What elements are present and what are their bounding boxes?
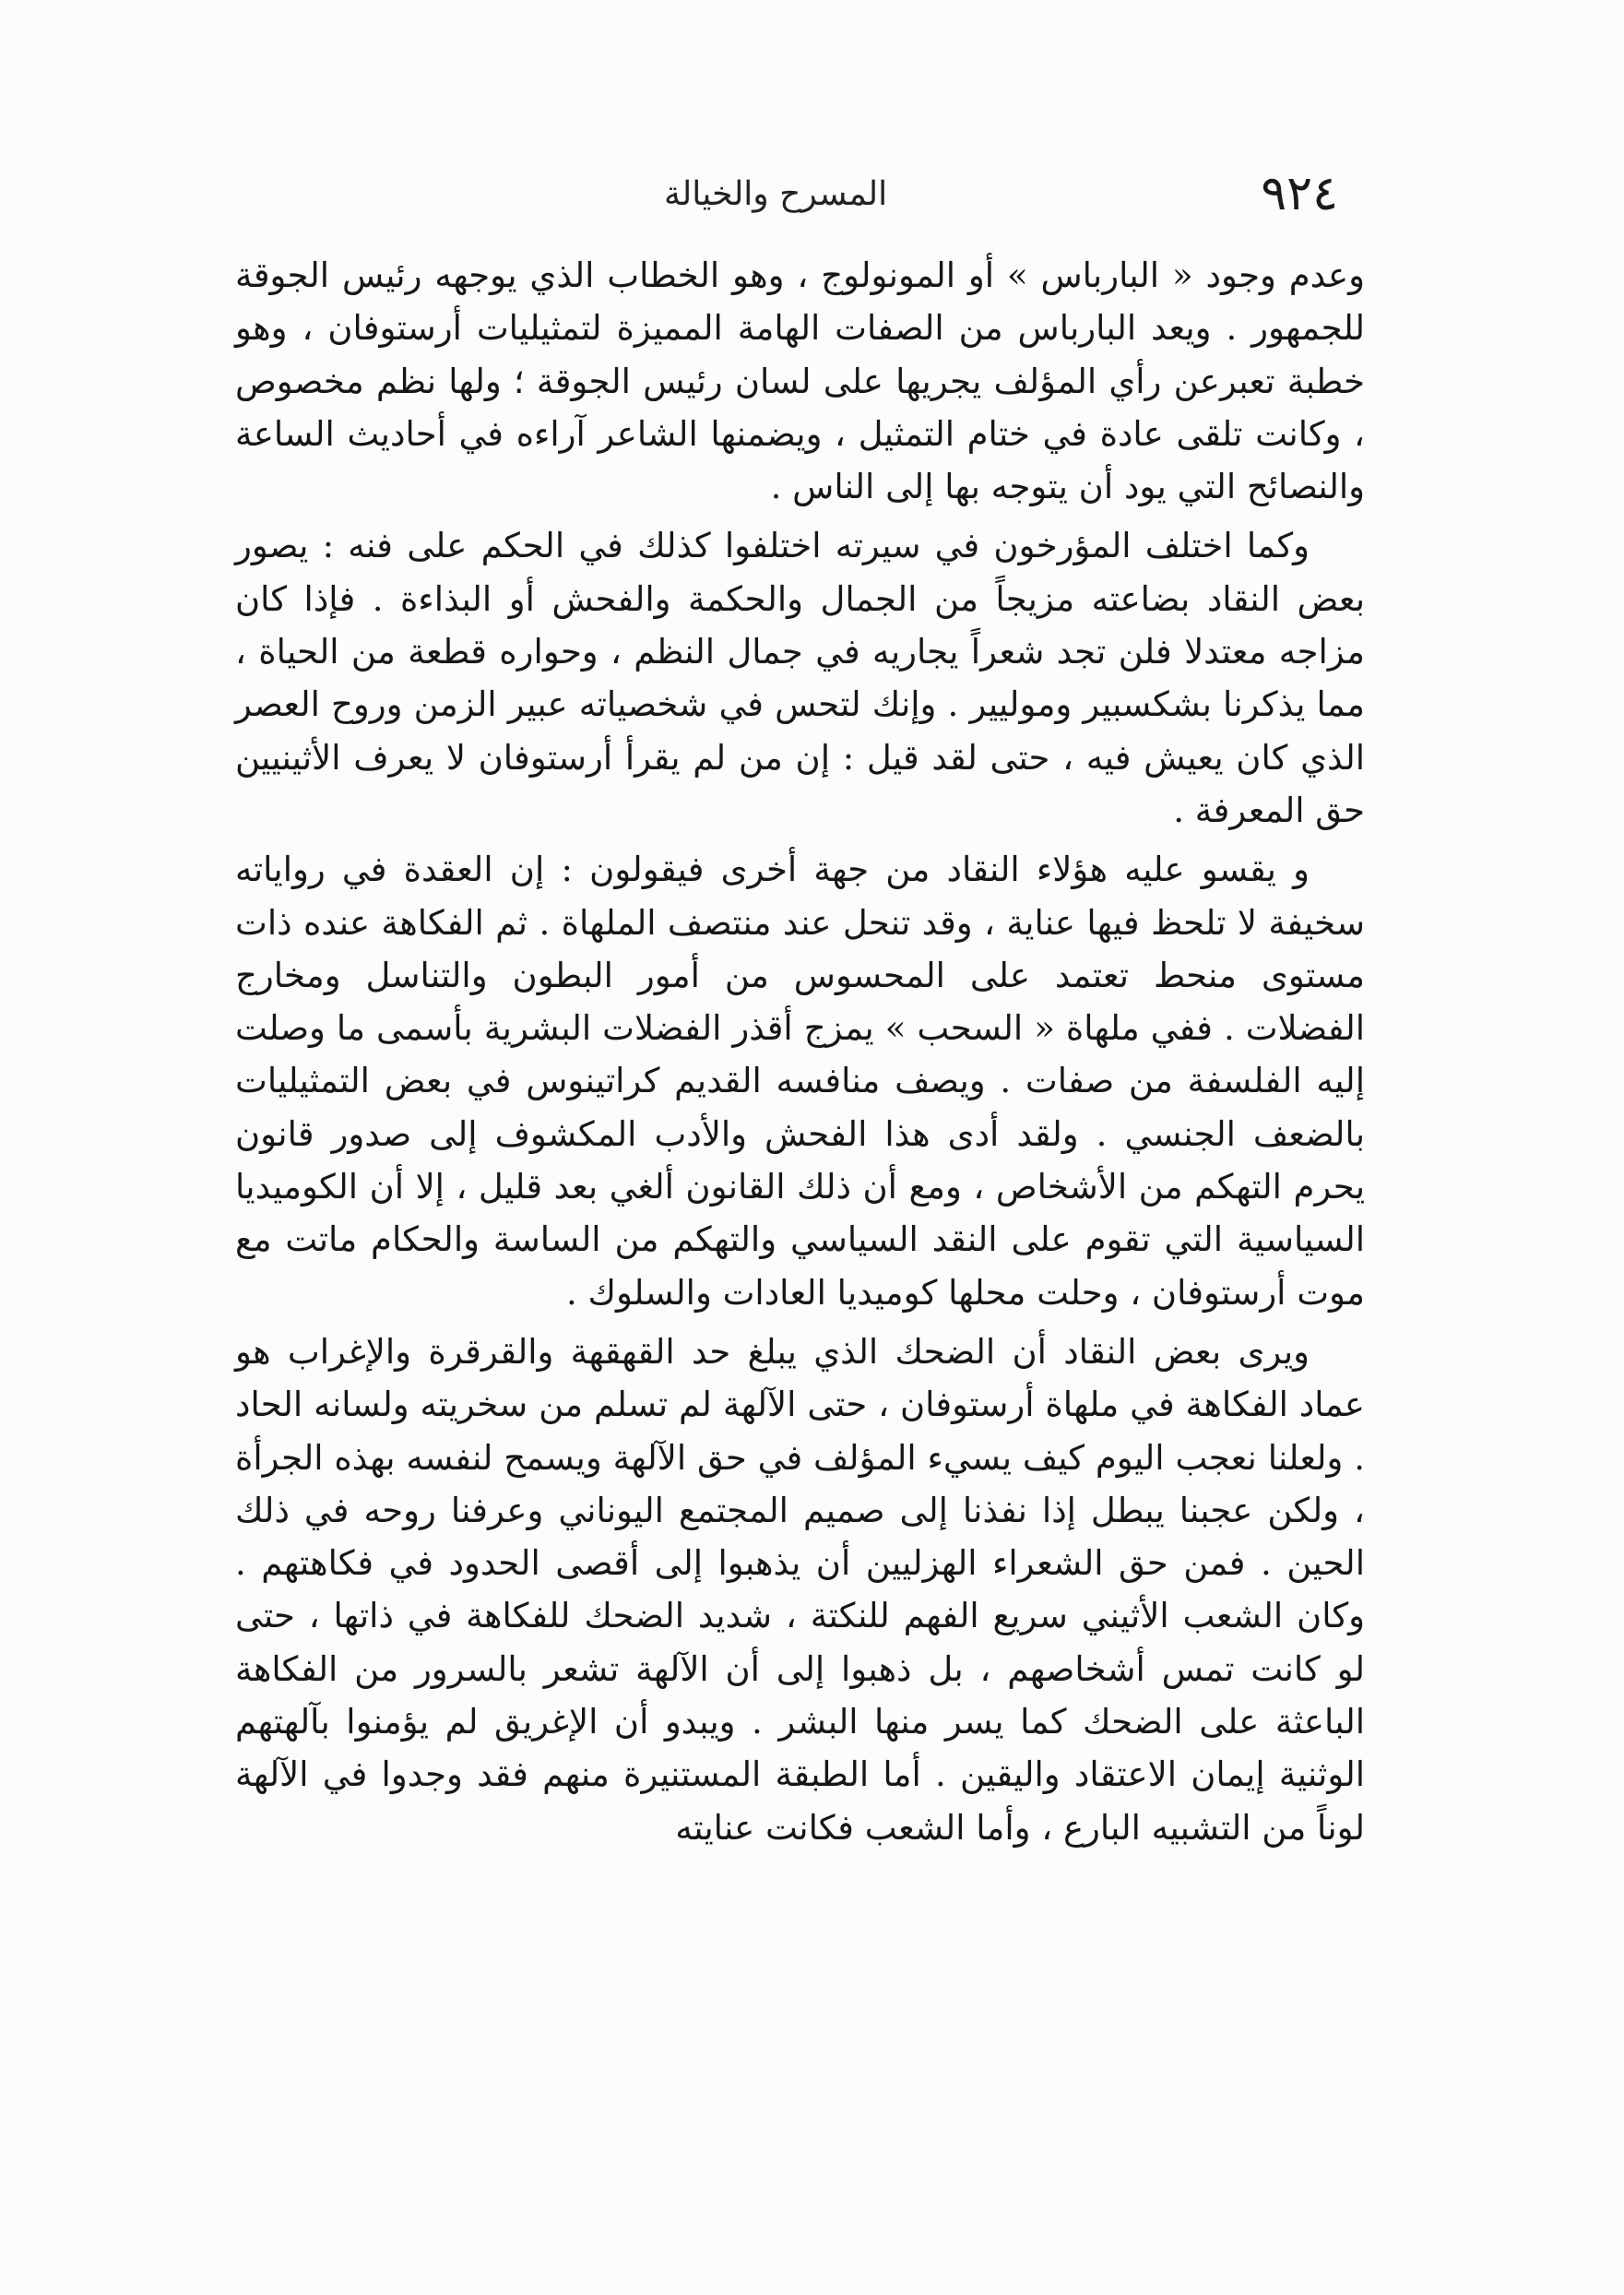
paragraph: وعدم وجود « البارباس » أو المونولوج ، وهو الخطاب الذي يوجهه رئيس الجوقة للجمهور . ويعد البارباس من الصفات الهامة المميزة لتمثيليات أرستوفان ، وهو خطبة تعبرعن رأي المؤلف يجريها على لسان رئيس الجوقة ؛ ولها نظم مخصوص ، وكانت تلقى عادة في ختام التمثيل ، ويضمنها الشاعر آراءه في أحاديث الساعة والنصائح التي يود أن يتوجه بها إلى الناس .	[235, 256, 1365, 507]
paragraph: و يقسو عليه هؤلاء النقاد من جهة أخرى فيقولون : إن العقدة في رواياته سخيفة لا تلحظ فيها عناية ، وقد تنحل عند منتصف الملهاة . ثم الفكاهة عنده ذات مستوى منحط تعتمد على المحسوس من أمور البطون والتناسل ومخارج الفضلات . ففي ملهاة « السحب » يمزج أقذر الفضلات البشرية بأسمى ما وصلت إليه الفلسفة من صفات . ويصف منافسه القديم كراتينوس في بعض التمثيليات بالضعف الجنسي . ولقد أدى هذا الفحش والأدب المكشوف إلى صدور قانون يحرم التهكم من الأشخاص ، ومع أن ذلك القانون ألغي بعد قليل ، إلا أن الكوميديا السياسية التي تقوم على النقد السياسي والتهكم من الساسة والحكام ماتت مع موت أرستوفان ، وحلت محلها كوميديا العادات والسلوك .	[235, 850, 1365, 1313]
page-header	[664, 157, 1338, 231]
paragraph: ويرى بعض النقاد أن الضحك الذي يبلغ حد القهقهة والقرقرة والإغراب هو عماد الفكاهة في ملهاة أرستوفان ، حتى الآلهة لم تسلم من سخريته ولسانه الحاد . ولعلنا نعجب اليوم كيف يسيء المؤلف في حق الآلهة ويسمح لنفسه بهذه الجرأة ، ولكن عجبنا يبطل إذا نفذنا إلى صميم المجتمع اليوناني وعرفنا روحه في ذلك الحين . فمن حق الشعراء الهزليين أن يذهبوا إلى أقصى الحدود في فكاهتهم . وكان الشعب الأثيني سريع الفهم للنكتة ، شديد الضحك للفكاهة في ذاتها ، حتى لو كانت تمس أشخاصهم ، بل ذهبوا إلى أن الآلهة تشعر بالسرور من الفكاهة الباعثة على الضحك كما يسر منها البشر . ويبدو أن الإغريق لم يؤمنوا بآلهتهم الوثنية إيمان الاعتقاد واليقين . أما الطبقة المستنيرة منهم فقد وجدوا في الآلهة لوناً من التشبيه البارع ، وأما الشعب فكانت عنايته	[235, 1331, 1365, 1848]
paragraph: وكما اختلف المؤرخون في سيرته اختلفوا كذلك في الحكم على فنه : يصور بعض النقاد بضاعته مزيجاً من الجمال والحكمة والفحش أو البذاءة . فإذا كان مزاجه معتدلا فلن تجد شعراً يجاريه في جمال النظم ، وحواره قطعة من الحياة ، مما يذكرنا بشكسبير وموليير . وإنك لتحس في شخصياته عبير الزمن وروح العصر الذي كان يعيش فيه ، حتى لقد قيل : إن من لم يقرأ أرستوفان لا يعرف الأثينيين حق المعرفة .	[235, 526, 1365, 830]
body-text	[235, 249, 1365, 1854]
page-number: ٩٢٤	[1261, 166, 1338, 221]
running-title: المسرح والخيالة	[664, 174, 888, 213]
